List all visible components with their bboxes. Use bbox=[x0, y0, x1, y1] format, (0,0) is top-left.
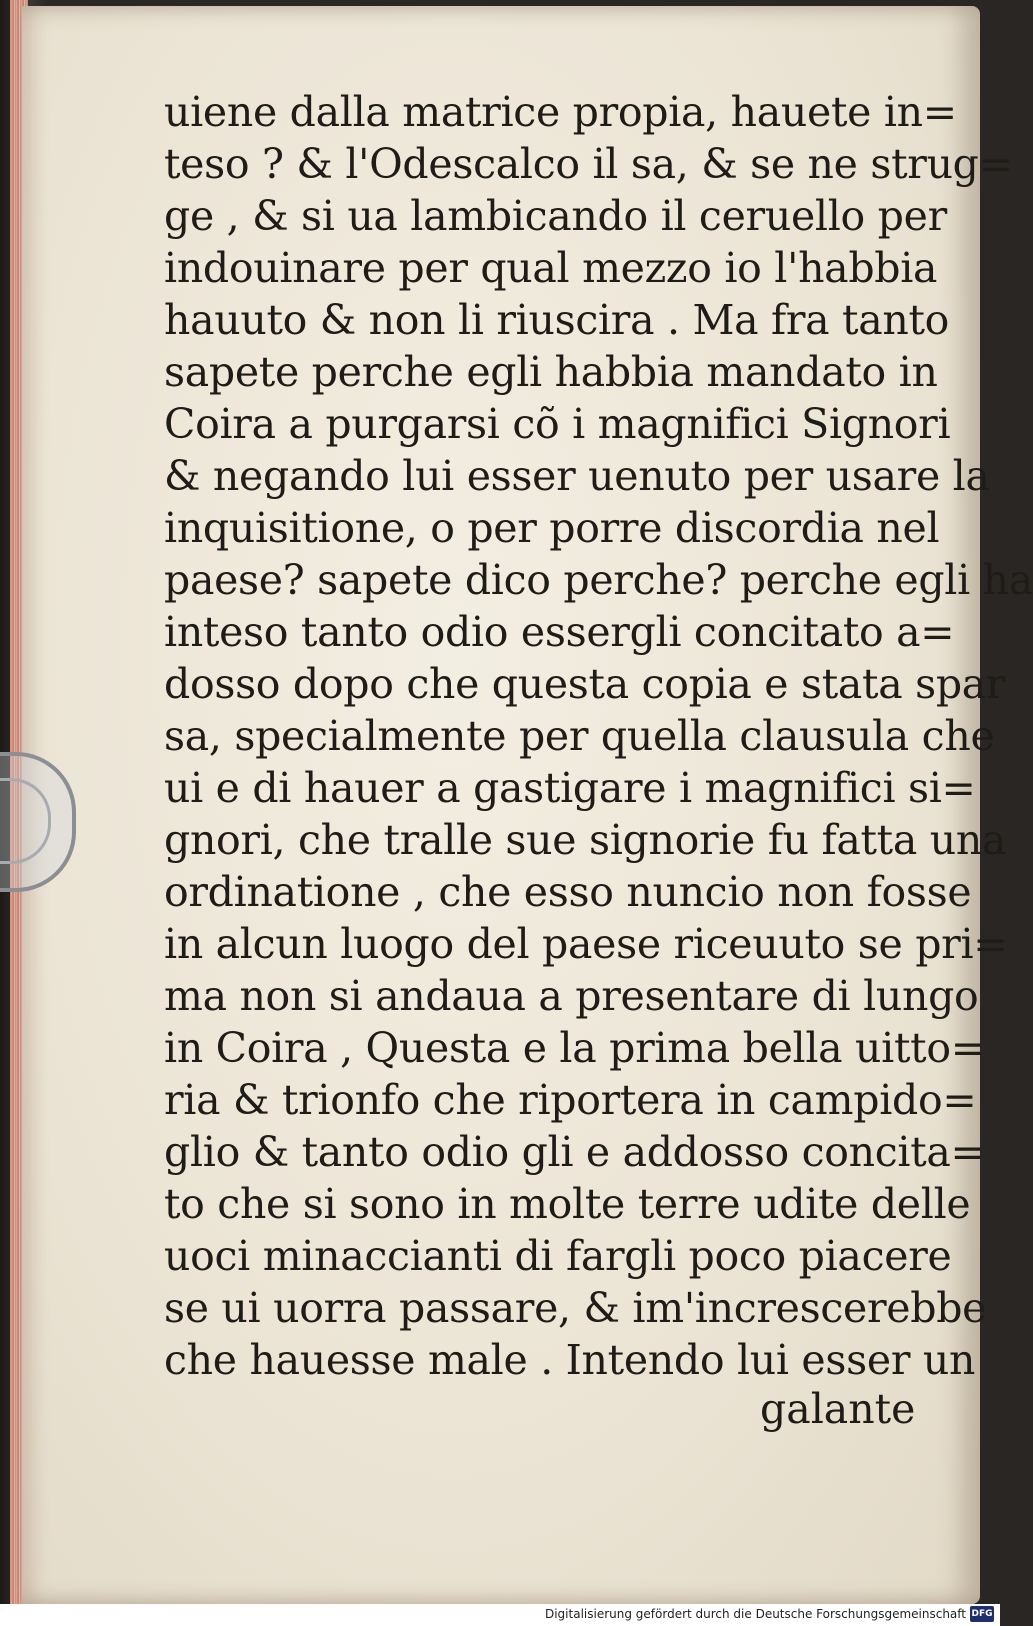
text-line: teso ? & l'Odescalco il sa, & se ne strug= bbox=[164, 140, 1013, 188]
text-line: uiene dalla matrice propia, hauete in= bbox=[164, 88, 957, 136]
text-line: gnori, che tralle sue signorie fu fatta una bbox=[164, 816, 1007, 864]
text-line: ui e di hauer a gastigare i magnifici si= bbox=[164, 764, 976, 812]
dfg-logo-icon: DFG bbox=[970, 1606, 994, 1622]
text-line: to che si sono in molte terre udite delle bbox=[164, 1180, 971, 1228]
text-body bbox=[164, 86, 1033, 1386]
text-line: ria & trionfo che riportera in campido= bbox=[164, 1076, 977, 1124]
catchword: galante bbox=[760, 1385, 916, 1433]
text-line: paese? sapete dico perche? perche egli ha bbox=[164, 556, 1033, 604]
text-line: glio & tanto odio gli e addosso concita= bbox=[164, 1128, 985, 1176]
text-line: ordinatione , che esso nuncio non fosse bbox=[164, 868, 972, 916]
text-line: in Coira , Questa e la prima bella uitto= bbox=[164, 1024, 985, 1072]
text-line: & negando lui esser uenuto per usare la bbox=[164, 452, 990, 500]
text-line: se ui uorra passare, & im'increscerebbe bbox=[164, 1284, 987, 1332]
text-line: sapete perche egli habbia mandato in bbox=[164, 348, 938, 396]
text-line: in alcun luogo del paese riceuuto se pri= bbox=[164, 920, 1008, 968]
text-line: hauuto & non li riuscira . Ma fra tanto bbox=[164, 296, 950, 344]
text-line: sa, specialmente per quella clausula che bbox=[164, 712, 995, 760]
text-line: inteso tanto odio essergli concitato a= bbox=[164, 608, 955, 656]
footer-credit: Digitalisierung gefördert durch die Deutsche Forschungsgemeinschaft bbox=[544, 1607, 966, 1621]
footer-bar bbox=[0, 1604, 1000, 1626]
text-line: Coira a purgarsi cõ i magnifici Signori bbox=[164, 400, 951, 448]
text-line: ge , & si ua lambicando il ceruello per bbox=[164, 192, 947, 240]
text-line: inquisitione, o per porre discordia nel bbox=[164, 504, 940, 552]
text-line: indouinare per qual mezzo io l'habbia bbox=[164, 244, 938, 292]
text-line: ma non si andaua a presentare di lungo bbox=[164, 972, 979, 1020]
text-line: dosso dopo che questa copia e stata spar bbox=[164, 660, 1006, 708]
text-line: uoci minaccianti di fargli poco piacere bbox=[164, 1232, 952, 1280]
text-line: che hauesse male . Intendo lui esser un bbox=[164, 1336, 976, 1384]
